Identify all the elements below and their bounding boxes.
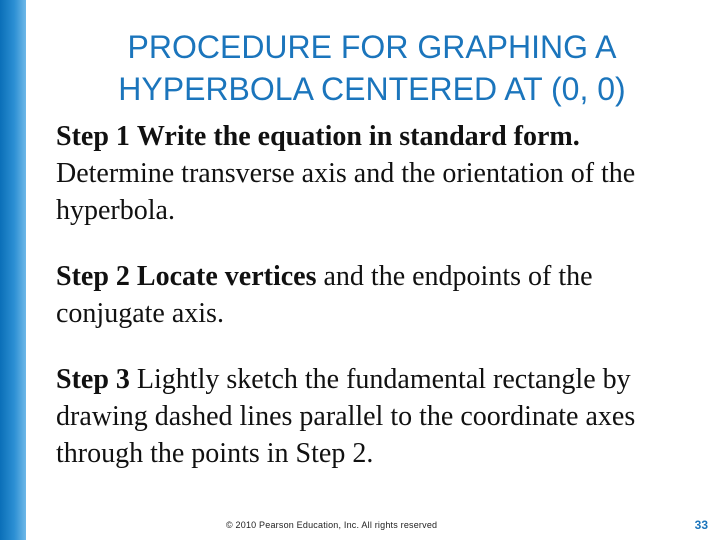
step-2-label: Step 2 <box>56 261 130 292</box>
step-3-text: Lightly sketch the fundamental rectangle by drawing dashed lines parallel to the coordinate axes through the points in Step 2. <box>56 364 636 469</box>
copyright-notice: © 2010 Pearson Education, Inc. All rights reserved <box>226 520 438 530</box>
slide-content <box>56 118 696 501</box>
step-1-heading: Write the equation in standard form. <box>136 121 580 152</box>
step-3-label: Step 3 <box>56 364 130 395</box>
left-accent-bar <box>0 0 26 540</box>
step-3 <box>56 361 696 472</box>
step-1-label: Step 1 <box>56 121 130 152</box>
step-2 <box>56 258 696 332</box>
step-2-text: and the endpoints of the conjugate axis. <box>56 261 593 329</box>
step-1 <box>56 118 696 229</box>
page-number: 33 <box>694 518 708 532</box>
step-2-heading: Locate vertices <box>136 261 317 292</box>
title-line-2: HYPERBOLA CENTERED AT (0, 0) <box>118 71 626 107</box>
title-line-1: PROCEDURE FOR GRAPHING A <box>127 29 617 65</box>
step-1-text: Determine transverse axis and the orientation of the hyperbola. <box>56 158 636 226</box>
slide-title <box>40 26 704 110</box>
